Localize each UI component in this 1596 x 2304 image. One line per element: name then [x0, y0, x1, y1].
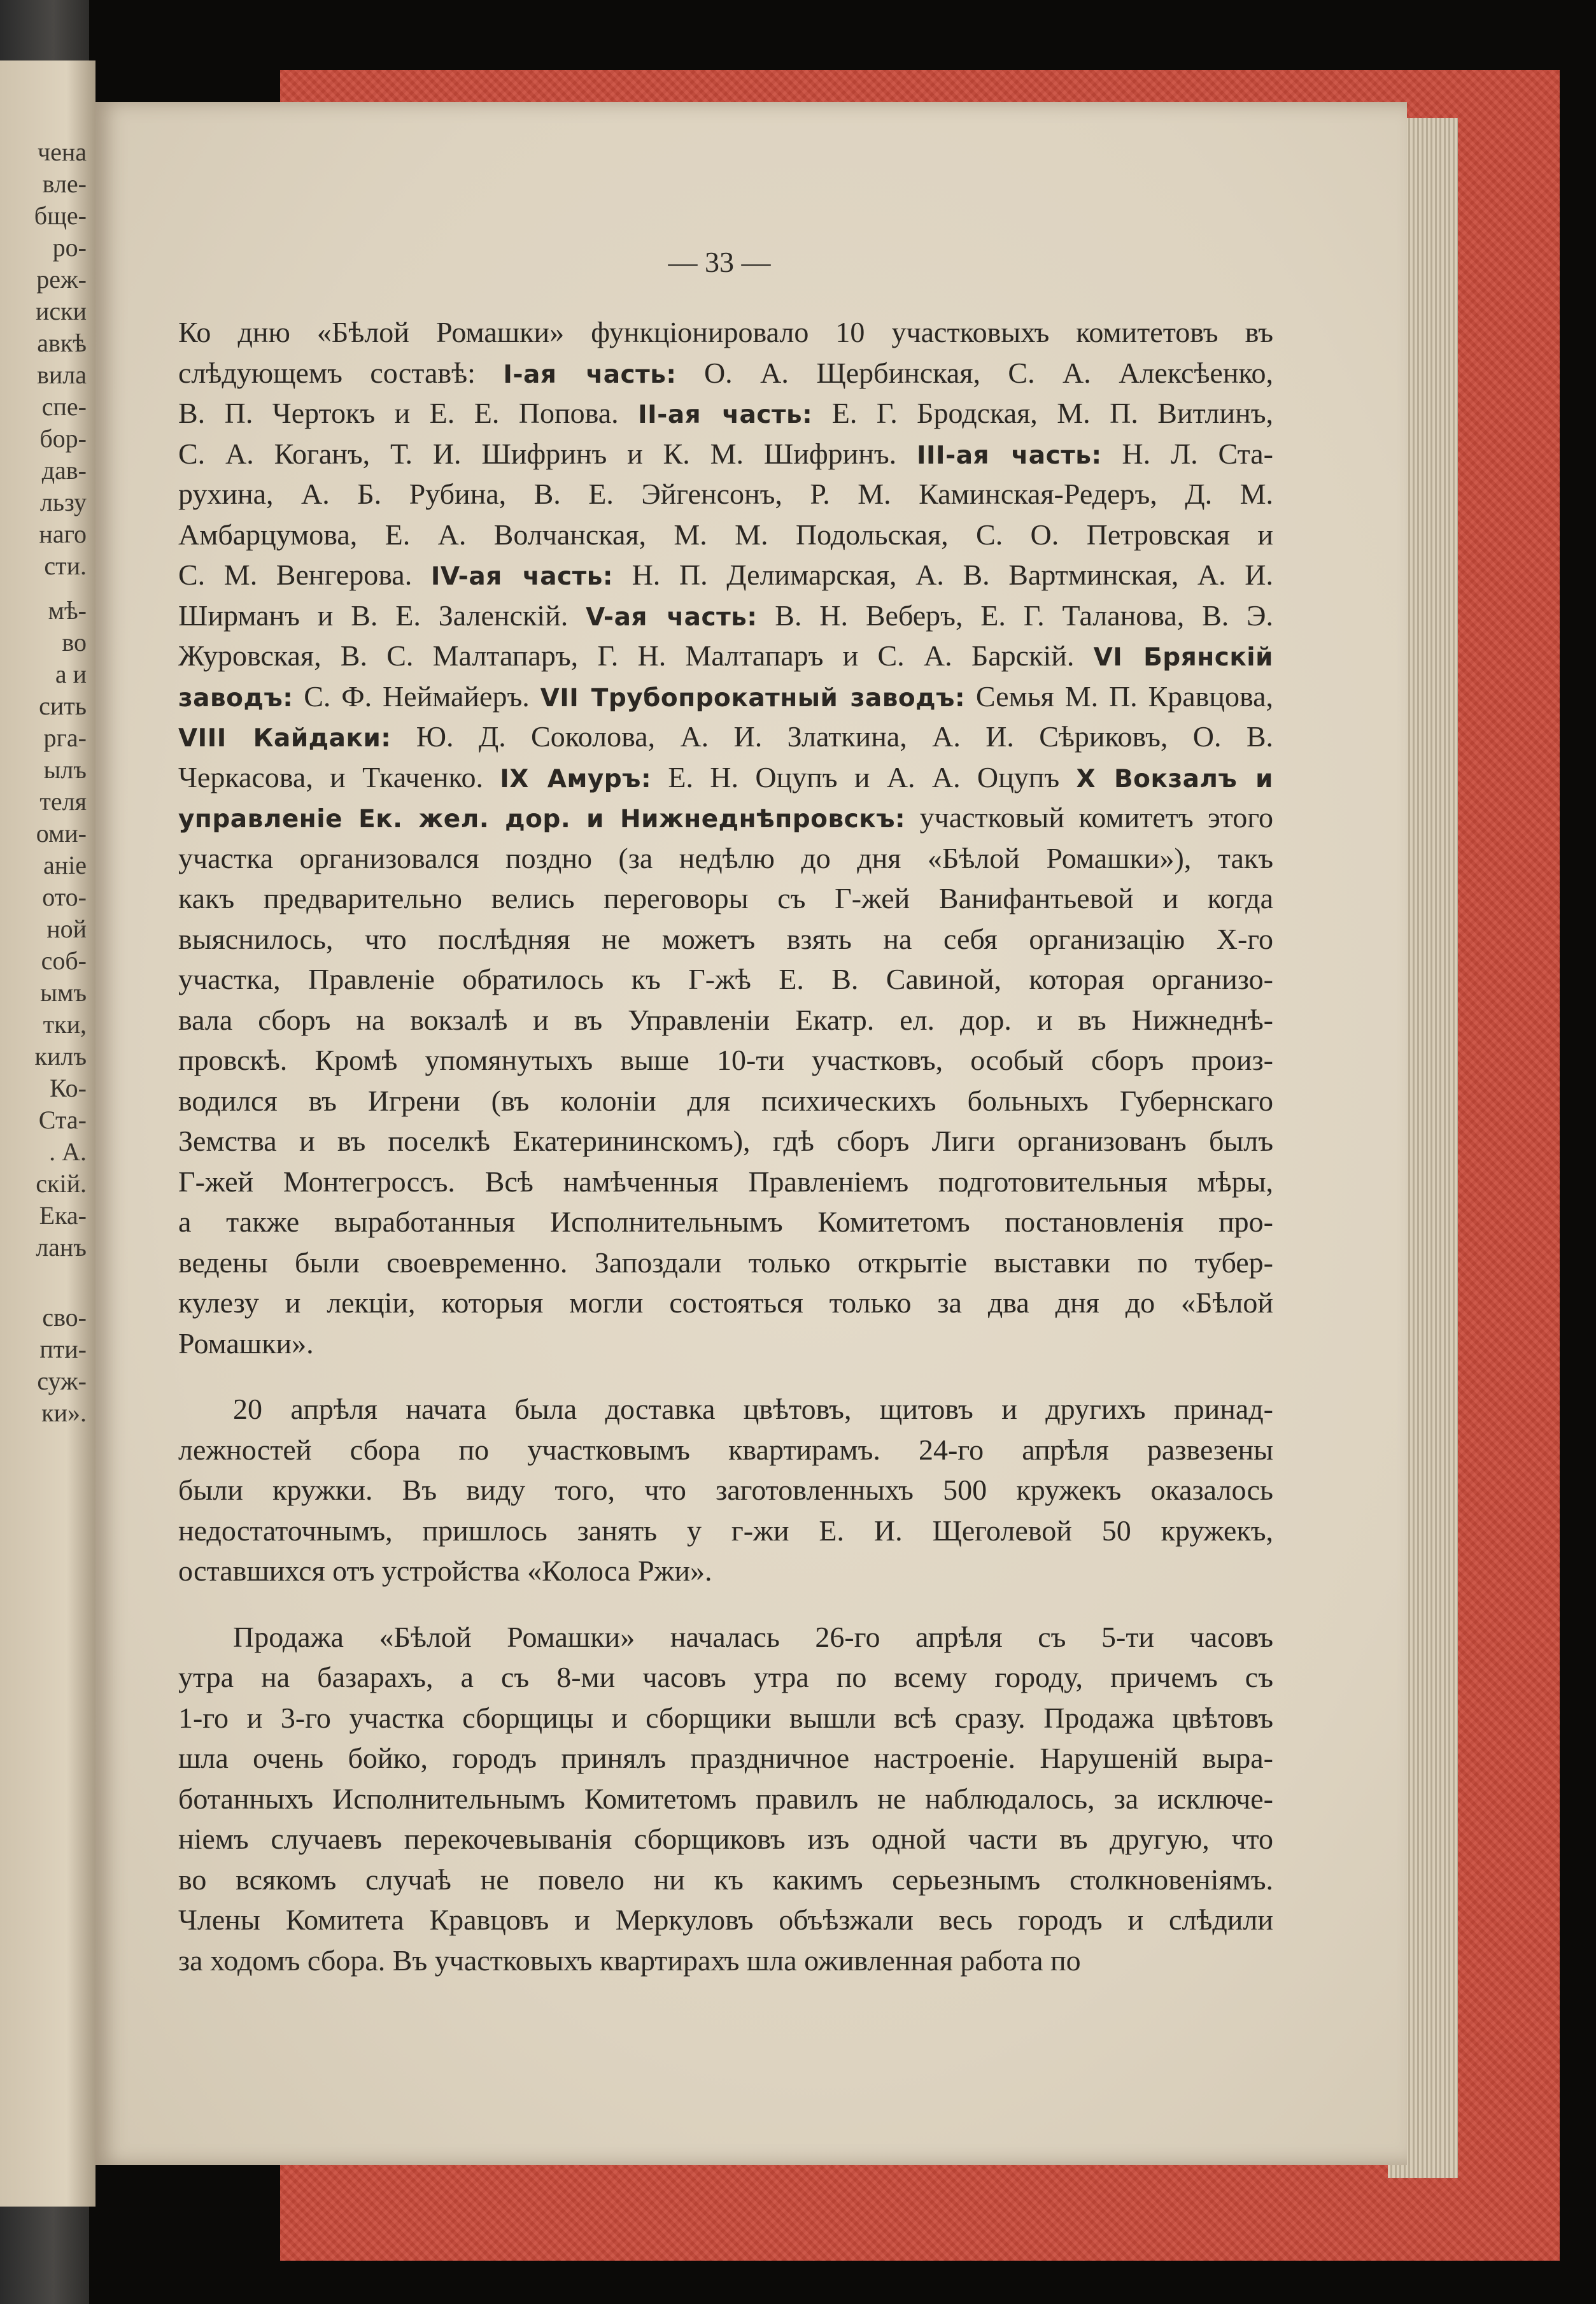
- text-line: [178, 1323, 1273, 1364]
- left-page-fragment: теля: [39, 787, 87, 816]
- text-run: ведены были своевременно. Запоздали только открытіе выставки по тубер-: [178, 1246, 1273, 1279]
- text-line: [178, 1000, 1273, 1041]
- text-run: В. Н. Веберъ, Е. Г. Таланова, В. Э.: [757, 599, 1274, 632]
- text-line: 1-го и 3-го участка сборщицы и сборщики вышли всѣ сразу. Продажа цвѣтовъ: [178, 1701, 1273, 1734]
- text-run: С. М. Венгерова.: [178, 558, 431, 591]
- left-page-fragment: бще-: [34, 201, 87, 230]
- text-line: [178, 878, 1273, 919]
- section-heading: IX Амуръ:: [500, 764, 652, 793]
- section-heading: I-ая часть:: [503, 360, 677, 389]
- left-page-fragment: Ека-: [39, 1201, 87, 1230]
- text-run: кулезу и лекціи, которыя могли состояться только за два дня до «Бѣлой: [178, 1286, 1273, 1319]
- text-line: [178, 1202, 1273, 1242]
- text-run: Ю. Д. Соколова, А. И. Златкина, А. И. Сѣриковъ, О. В.: [391, 720, 1273, 753]
- text-run: водился въ Игрени (въ колоніи для психическихъ больныхъ Губернскаго: [178, 1084, 1273, 1117]
- text-run: провскѣ. Кромѣ упомянутыхъ выше 10-ти участковъ, особый сборъ произ-: [178, 1044, 1273, 1076]
- left-page-fragment: иски: [36, 297, 87, 325]
- text-run: выяснилось, что послѣдняя не можетъ взять на себя организацію Х-го: [178, 922, 1273, 955]
- text-line: ніемъ случаевъ перекочевыванія сборщиковъ изъ одной части въ другую, что: [178, 1823, 1273, 1855]
- text-run: рухина, А. Б. Рубина, В. Е. Эйгенсонъ, Р. М. Каминская-Редеръ, Д. М.: [178, 478, 1273, 510]
- text-run: Ромашки».: [178, 1326, 314, 1360]
- left-page-fragment: ро-: [52, 233, 87, 262]
- left-page-fragment: рга-: [43, 723, 87, 752]
- section-heading: VII Трубопрокатный заводъ:: [540, 683, 966, 713]
- text-line: [178, 716, 1273, 757]
- text-run: Е. Н. Оцупъ и А. А. Оцупъ: [651, 760, 1077, 793]
- text-run: участковый комитетъ этого: [905, 801, 1273, 834]
- section-heading: управленіе Ек. жел. дор. и Нижнеднѣпровскъ:: [178, 805, 906, 834]
- text-line: Члены Комитета Кравцовъ и Меркуловъ объѣзжали весь городъ и слѣдили: [178, 1903, 1273, 1936]
- left-page-fragment: ылъ: [43, 755, 87, 784]
- text-run: участка организовался поздно (за недѣлю до дня «Бѣлой Ромашки»), такъ: [178, 841, 1273, 874]
- paragraph-committees: [178, 312, 1273, 1363]
- left-page-fragment: ной: [46, 914, 87, 943]
- left-page-fragment: Ко-: [49, 1074, 87, 1102]
- text-line: [178, 393, 1273, 434]
- left-page-fragment: тки,: [43, 1010, 87, 1039]
- text-line: лежностей сбора по участковымъ квартирамъ. 24-го апрѣля развезены: [178, 1433, 1273, 1466]
- text-line: [178, 595, 1273, 636]
- paragraph-sale: [178, 1617, 1273, 1981]
- left-page-fragment: килъ: [34, 1042, 87, 1070]
- left-page-fragment: сить: [39, 692, 87, 720]
- text-run: а также выработанныя Исполнительнымъ Комитетомъ постановленія про-: [178, 1205, 1273, 1238]
- text-line: [178, 1162, 1273, 1202]
- left-page-fragment: сво-: [42, 1303, 87, 1332]
- left-page-fragment: бор-: [39, 424, 87, 453]
- text-line: [178, 1121, 1273, 1162]
- text-run: Земства и въ поселкѣ Екатерининскомъ), гдѣ сборъ Лиги организованъ былъ: [178, 1125, 1273, 1157]
- text-run: Амбарцумова, Е. А. Волчанская, М. М. Подольская, С. О. Петровская и: [178, 518, 1273, 551]
- left-page-fragment: аніе: [43, 851, 87, 879]
- text-run: Е. Г. Бродская, М. П. Витлинъ,: [812, 397, 1274, 429]
- left-page-fragment: суж-: [37, 1367, 87, 1395]
- left-page-fragment: чена: [37, 138, 87, 166]
- text-run: Семья М. П. Кравцова,: [965, 679, 1273, 713]
- page-number: — 33 —: [668, 246, 771, 278]
- text-line: Продажа «Бѣлой Ромашки» началась 26-го апрѣля съ 5-ти часовъ: [233, 1620, 1273, 1653]
- text-run: Ширманъ и В. Е. Заленскій.: [178, 599, 586, 632]
- left-page-fragment: а и: [55, 660, 87, 688]
- text-line: [178, 474, 1273, 515]
- text-line: [178, 797, 1273, 838]
- section-heading: III-ая часть:: [917, 441, 1102, 470]
- text-line: [178, 1283, 1273, 1323]
- text-line: [178, 1040, 1273, 1081]
- text-line: [178, 312, 1273, 353]
- section-heading: заводъ:: [178, 683, 293, 713]
- left-page-fragment: соб-: [41, 946, 87, 975]
- left-page-fragment: вле-: [42, 169, 87, 198]
- page-body: [178, 312, 1273, 1980]
- text-line: за ходомъ сбора. Въ участковыхъ квартирахъ шла оживленная работа по: [178, 1944, 1081, 1977]
- text-line: были кружки. Въ виду того, что заготовленныхъ 500 кружекъ оказалось: [178, 1474, 1273, 1506]
- text-line: утра на базарахъ, а съ 8-ми часовъ утра по всему городу, причемъ съ: [178, 1661, 1273, 1693]
- left-page-fragment: . А.: [49, 1137, 87, 1166]
- text-line: [178, 676, 1273, 717]
- text-run: С. А. Коганъ, Т. И. Шифринъ и К. М. Шифринъ.: [178, 437, 917, 470]
- text-line: недостаточнымъ, пришлось занять у г-жи Е. И. Щеголевой 50 кружекъ,: [178, 1514, 1273, 1547]
- left-page-fragment: реж-: [36, 265, 87, 294]
- text-line: [178, 636, 1273, 676]
- text-line: шла очень бойко, городъ принялъ праздничное настроеніе. Нарушеній выра-: [178, 1742, 1273, 1774]
- left-page-fragment: оми-: [36, 819, 87, 848]
- left-page-fragment: дав-: [41, 456, 87, 485]
- left-page-fragment: вила: [36, 360, 87, 389]
- left-page-fragment: скій.: [36, 1169, 87, 1198]
- text-run: Г-жей Монтегроссъ. Всѣ намѣченныя Правленіемъ подготовительныя мѣры,: [178, 1165, 1273, 1198]
- left-page-fragment: сти.: [44, 551, 87, 580]
- text-line: [178, 959, 1273, 1000]
- left-page-fragment: наго: [39, 520, 87, 548]
- text-line: [178, 1242, 1273, 1283]
- section-heading: X Вокзалъ и: [1076, 764, 1274, 793]
- text-run: Ко дню «Бѣлой Ромашки» функціонировало 10 участковыхъ комитетовъ въ: [178, 316, 1273, 348]
- left-page-fragment: ланъ: [36, 1233, 87, 1262]
- text-line: [178, 838, 1273, 879]
- text-line: [178, 515, 1273, 555]
- text-line: [178, 919, 1273, 960]
- left-page-fragment: льзу: [39, 488, 87, 516]
- text-line: [178, 757, 1273, 798]
- section-heading: VI Брянскій: [1093, 643, 1273, 672]
- text-run: В. П. Чертокъ и Е. Е. Попова.: [178, 397, 639, 429]
- left-page-fragment: мѣ-: [48, 596, 87, 625]
- text-run: слѣдующемъ составѣ:: [178, 356, 504, 389]
- text-run: участка, Правленіе обратилось къ Г-жѣ Е. В. Савиной, которая организо-: [178, 963, 1273, 995]
- left-page-fragment: спе-: [41, 392, 87, 421]
- text-run: Н. П. Делимарская, А. В. Вартминская, А. И.: [612, 558, 1273, 591]
- left-page-fragment: ымъ: [40, 978, 87, 1007]
- text-line: ботанныхъ Исполнительнымъ Комитетомъ правилъ не наблюдалось, за исключе-: [178, 1782, 1273, 1815]
- text-run: Черкасова, и Ткаченко.: [178, 760, 500, 793]
- text-line: [178, 1081, 1273, 1121]
- section-heading: IV-ая часть:: [430, 562, 613, 591]
- left-page-fragment: во: [62, 628, 87, 657]
- section-heading: V-ая часть:: [586, 602, 758, 632]
- section-heading: II-ая часть:: [638, 401, 813, 429]
- text-line: во всякомъ случаѣ не повело ни къ какимъ серьезнымъ столкновеніямъ.: [178, 1863, 1273, 1896]
- left-page-fragment: пти-: [39, 1335, 87, 1363]
- left-page-fragment: авкѣ: [37, 329, 87, 357]
- text-line: [178, 434, 1273, 474]
- left-page-fragment: ки».: [41, 1398, 87, 1427]
- left-page-fragment: Ста-: [38, 1106, 87, 1134]
- text-line: 20 апрѣля начата была доставка цвѣтовъ, щитовъ и другихъ принад-: [233, 1393, 1273, 1425]
- left-page-fragment: ото-: [42, 883, 87, 911]
- text-run: Н. Л. Ста-: [1101, 437, 1273, 470]
- text-run: Журовская, В. С. Малтапаръ, Г. Н. Малтапаръ и С. А. Барскій.: [178, 639, 1094, 672]
- text-line: [178, 353, 1273, 394]
- text-run: какъ предварительно велись переговоры съ Г-жей Ванифантьевой и когда: [178, 882, 1273, 914]
- text-run: вала сборъ на вокзалѣ и въ Управленіи Екатр. ел. дор. и въ Нижнеднѣ-: [178, 1003, 1273, 1036]
- text-line: [178, 555, 1273, 595]
- text-run: С. Ф. Неймайеръ.: [293, 679, 540, 713]
- text-run: О. А. Щербинская, С. А. Алексѣенко,: [676, 356, 1273, 389]
- left-page: [0, 60, 95, 2207]
- section-heading: VIII Кайдаки:: [178, 724, 392, 753]
- paragraph-delivery: [178, 1389, 1273, 1591]
- text-line: оставшихся отъ устройства «Колоса Ржи».: [178, 1554, 712, 1587]
